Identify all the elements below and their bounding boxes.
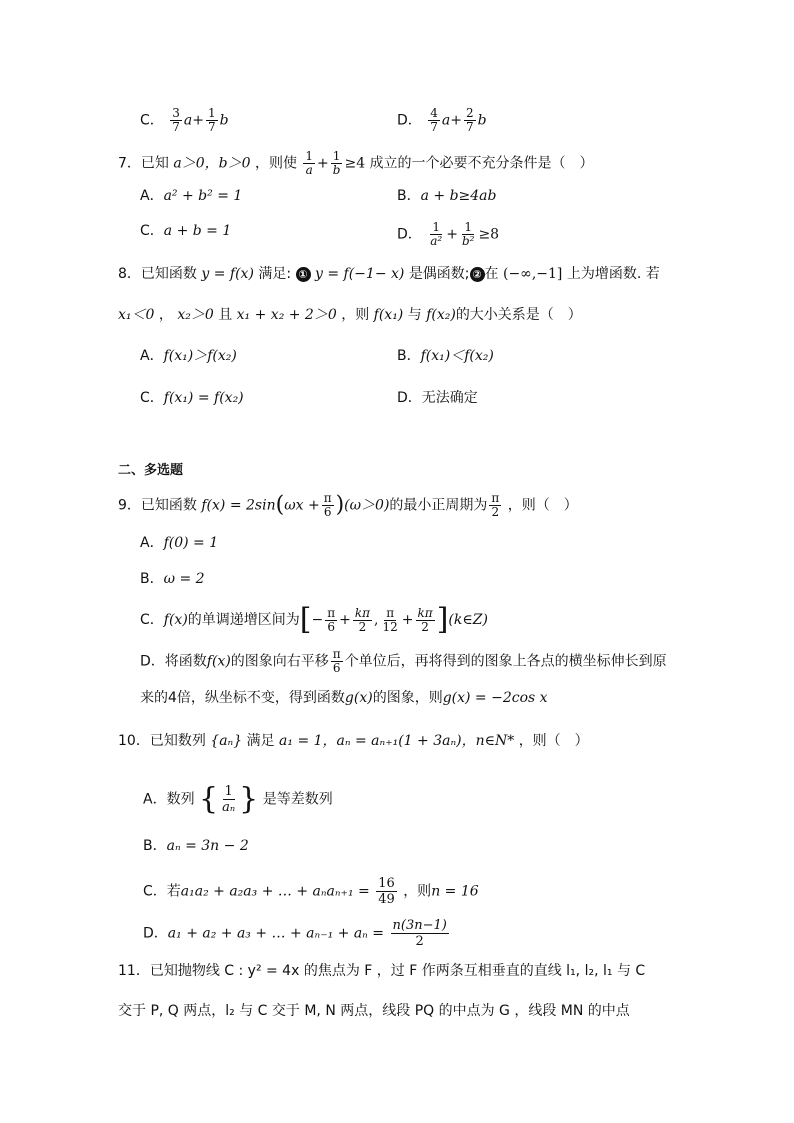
q8-option-a: A．f(x₁)＞f(x₂) <box>140 348 237 364</box>
fraction: $\frac{16}{49}$ <box>378 876 395 907</box>
option-label: C． <box>140 112 164 129</box>
fraction: $\frac{1}{\text{b²}}$ <box>461 220 475 248</box>
fraction: $\frac{2}{7}$ <box>465 106 474 134</box>
fraction: $\frac{4}{7}$ <box>430 106 438 134</box>
fraction: $\frac{k\pi}{2}$ <box>417 605 433 634</box>
q9-option-c: C．f(x)的单调递增区间为[− $\frac{\pi}{6}$ + $\frac{k\pi}{2}$ , $\frac{\pi}{12}$ + $\frac{k\pi}{2}$ ](k∈Z) <box>140 602 488 637</box>
fraction: $\frac{k\pi}{2}$ <box>354 605 371 634</box>
q10-stem: 10．已知数列 {aₙ} 满足 a₁ = 1，aₙ = aₙ₊₁(1 + 3aₙ)，n∈N* ，则（ ） <box>118 733 589 749</box>
section-title: 二、多选题 <box>118 463 184 478</box>
option-label: D． <box>397 112 422 129</box>
q9-option-b: B．ω = 2 <box>140 571 205 587</box>
fraction: $\frac{1}{b}$ <box>332 149 341 177</box>
q10-option-b: B．aₙ = 3n − 2 <box>143 838 249 854</box>
fraction: $\frac{1}{\text{aₙ}}$ <box>222 784 236 815</box>
q7-option-b: B．a + b≥4ab <box>397 188 497 204</box>
q8-stem-line1: 8．已知函数 y = f(x) 满足: ① y = f(−1− x) 是偶函数; ② 在 (−∞,−1] 上为增函数. 若 <box>118 266 660 282</box>
fraction: $\frac{\pi}{6}$ <box>323 491 332 519</box>
fraction: $\frac{1}{a}$ <box>305 149 314 177</box>
q9-option-a: A．f(0) = 1 <box>140 535 219 551</box>
q9-stem: 9．已知函数 f(x) = 2sin(ωx + $\frac{\pi}{6}$ )(ω＞0)的最小正周期为 $\frac{\pi}{2}$ ，则（ ） <box>118 491 578 519</box>
fraction: $\frac{1}{7}$ <box>207 106 216 134</box>
fraction: $\frac{1}{\text{a²}}$ <box>430 220 443 248</box>
q7-option-d: D． $\frac{1}{\text{a²}}$ + $\frac{1}{\text{b²}}$ ≥8 <box>397 220 500 248</box>
fraction: $\frac{\pi}{6}$ <box>327 605 336 634</box>
q11-line1: 11．已知抛物线 C : y² = 4x 的焦点为 F ，过 F 作两条互相垂直的直线 l₁, l₂, l₁ 与 C <box>118 963 646 979</box>
q8-option-d: D．无法确定 <box>397 390 478 406</box>
q8-option-b: B．f(x₁)＜f(x₂) <box>397 348 494 364</box>
q9-option-d-line2: 来的4倍，纵坐标不变，得到函数g(x)的图象，则g(x) = −2cos x <box>140 690 548 706</box>
q7-option-c: C．a + b = 1 <box>140 223 232 239</box>
q7-condition: a＞0，b＞0 <box>173 155 251 172</box>
q7-option-a: A．a² + b² = 1 <box>140 188 243 204</box>
circled-two: ② <box>470 267 485 282</box>
q11-line2: 交于 P, Q 两点，l₂ 与 C 交于 M, N 两点，线段 PQ 的中点为 G ，线段 MN 的中点 <box>118 1003 630 1019</box>
q8-stem-line2: x₁＜0 ， x₂＞0 且 x₁ + x₂ + 2＞0 ，则 f(x₁) 与 f(x₂)的大小关系是（ ） <box>118 307 582 323</box>
fraction: $\frac{\pi}{2}$ <box>491 491 500 519</box>
q6-option-c: C． $\frac{3}{7}$ a+ $\frac{1}{7}$ b <box>140 106 229 134</box>
q10-option-c: C．若a₁a₂ + a₂a₃ + … + aₙaₙ₊₁ = $\frac{16}{49}$ ，则n = 16 <box>143 876 479 907</box>
fraction: $\frac{n(3n-1)}{2}$ <box>392 918 447 949</box>
q10-option-a: A．数列 { $\frac{1}{\text{aₙ}}$ } 是等差数列 <box>143 781 333 817</box>
q9-option-d-line1: D．将函数f(x)的图象向右平移 $\frac{\pi}{6}$ 个单位后，再将得到的图象上各点的横坐标伸长到原 <box>140 647 667 675</box>
circled-one: ① <box>296 267 311 282</box>
q6-option-d: D． $\frac{4}{7}$ a+ $\frac{2}{7}$ b <box>397 106 487 134</box>
q10-option-d: D．a₁ + a₂ + a₃ + … + aₙ₋₁ + aₙ = $\frac{n(3n-1)}{2}$ <box>143 918 447 949</box>
fraction: $\frac{\pi}{12}$ <box>382 605 398 634</box>
q7-stem: 7．已知 a＞0，b＞0 ，则使 $\frac{1}{a}$ + $\frac{1}{b}$ ≥4 成立的一个必要不充分条件是（ ） <box>118 149 594 177</box>
fraction: $\frac{3}{7}$ <box>172 106 180 134</box>
q8-option-c: C．f(x₁) = f(x₂) <box>140 390 244 406</box>
fraction: $\frac{\pi}{6}$ <box>332 647 341 675</box>
